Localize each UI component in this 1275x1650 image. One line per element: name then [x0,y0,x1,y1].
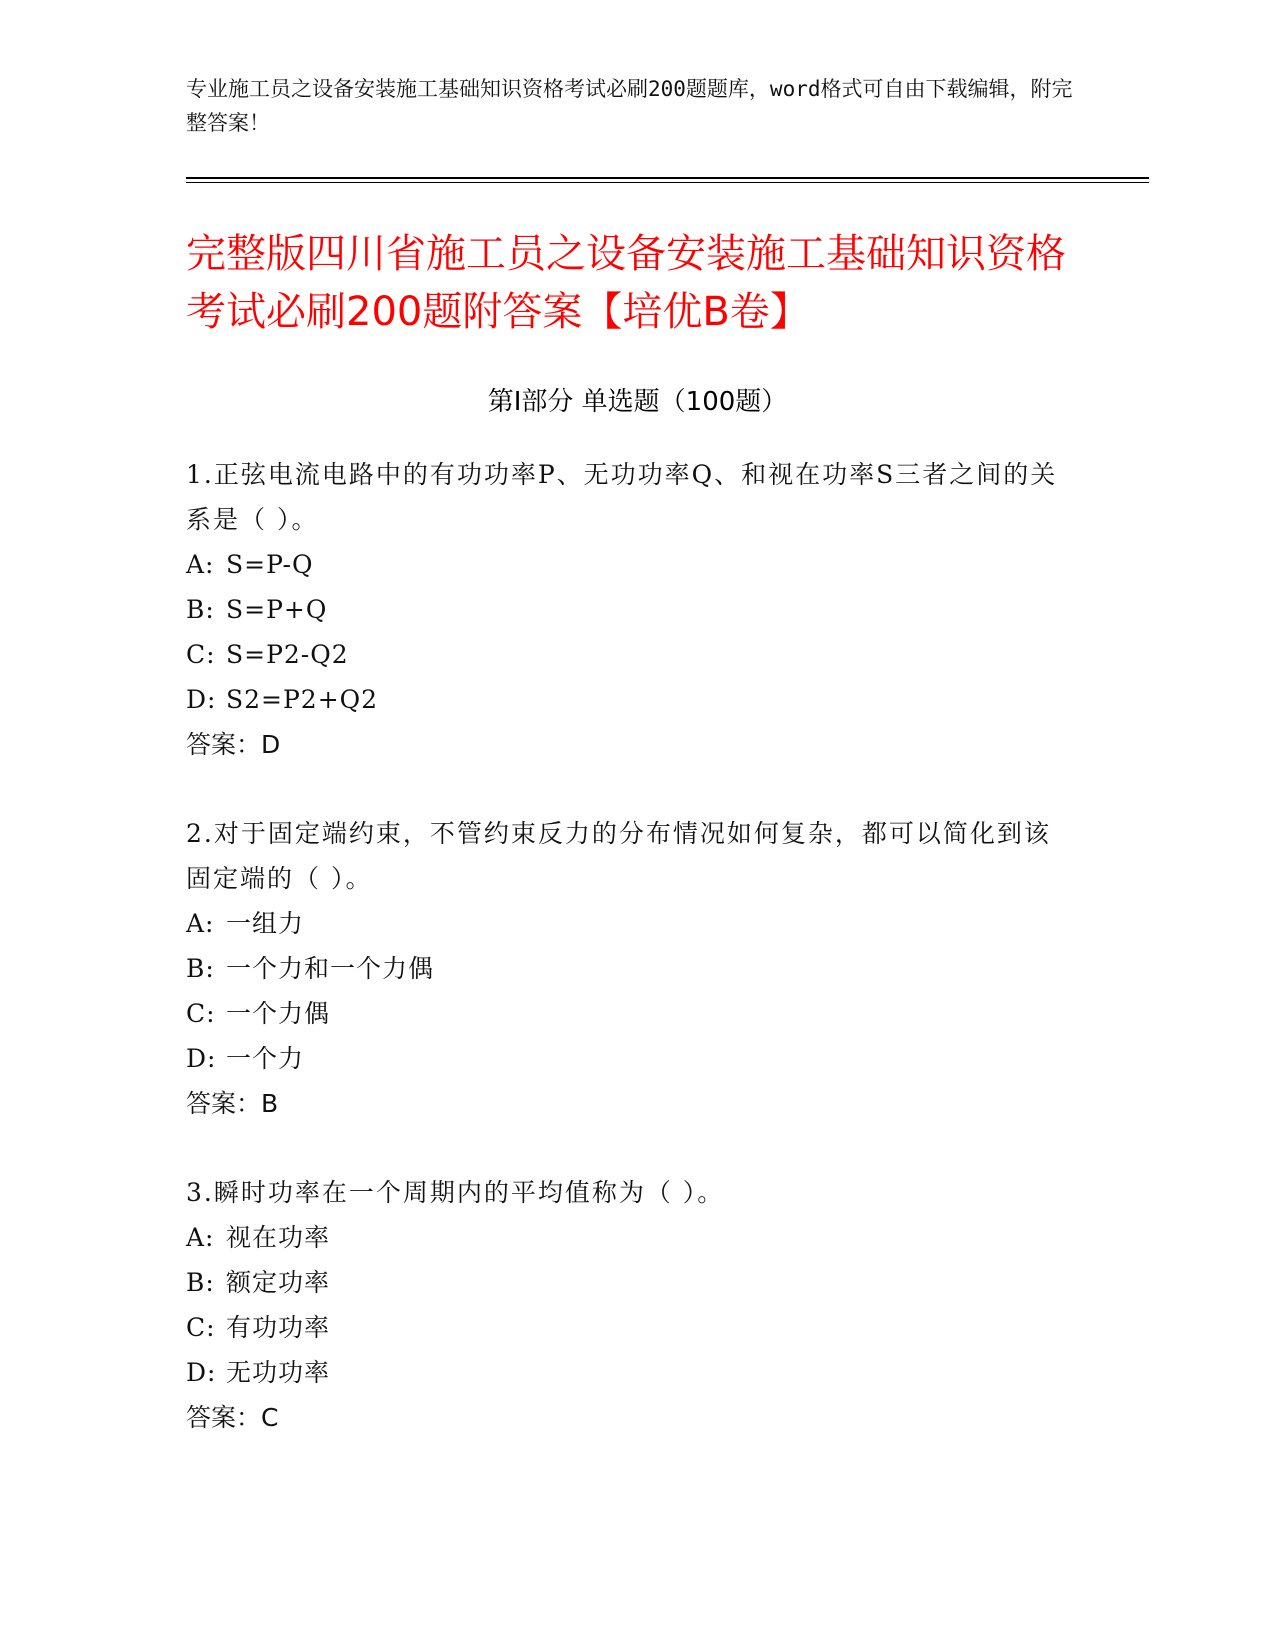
option-letter: D: [186,1358,217,1387]
option-b [186,587,1066,632]
option-letter: C: [186,999,216,1028]
option-text: S=P-Q [226,550,314,579]
answer: 答案：D [186,730,281,759]
option-text: 有功功率 [226,1313,331,1342]
option-letter: C: [186,1313,216,1342]
option-a [186,1215,1066,1260]
option-text: S=P+Q [226,595,328,624]
option-c [186,632,1066,677]
option-text: S=P2-Q2 [226,640,349,669]
answer: 答案：B [186,1089,279,1118]
option-b [186,946,1066,991]
option-text: 一组力 [226,909,305,938]
option-letter: B: [186,595,215,624]
question-1 [186,452,1066,767]
option-letter: D: [186,1044,217,1073]
option-text: 额定功率 [226,1268,331,1297]
question-stem: 1.正弦电流电路中的有功功率P、无功功率Q、和视在功率S三者之间的关系是（ ）。 [186,460,1058,534]
option-text: S2=P2+Q2 [226,685,379,714]
option-c [186,991,1066,1036]
answer: 答案：C [186,1403,279,1432]
option-c [186,1305,1066,1350]
document-title: 完整版四川省施工员之设备安装施工基础知识资格考试必刷200题附答案【培优B卷】 [186,231,1066,335]
header-rule-thick [186,177,1149,179]
option-text: 一个力 [226,1044,305,1073]
option-d [186,1350,1066,1395]
option-text: 一个力偶 [226,999,331,1028]
option-b [186,1260,1066,1305]
option-text: 无功功率 [226,1358,331,1387]
header-rule-thin [186,182,1149,183]
option-letter: C: [186,640,216,669]
option-a [186,901,1066,946]
option-letter: B: [186,1268,215,1297]
option-text: 一个力和一个力偶 [226,954,435,983]
question-stem: 3.瞬时功率在一个周期内的平均值称为（ ）。 [186,1178,725,1207]
option-text: 视在功率 [226,1223,331,1252]
question-3 [186,1170,1066,1440]
header-note: 专业施工员之设备安装施工基础知识资格考试必刷200题题库，word格式可自由下载编辑，附完整答案！ [186,77,1073,135]
option-letter: D: [186,685,217,714]
option-d [186,677,1066,722]
option-letter: A: [186,1223,215,1252]
section-title: 第I部分 单选题（100题） [487,387,788,417]
question-stem: 2.对于固定端约束，不管约束反力的分布情况如何复杂，都可以简化到该固定端的（ ）。 [186,819,1051,893]
option-d [186,1036,1066,1081]
option-a [186,542,1066,587]
option-letter: A: [186,909,215,938]
question-2 [186,811,1066,1126]
option-letter: A: [186,550,215,579]
option-letter: B: [186,954,215,983]
